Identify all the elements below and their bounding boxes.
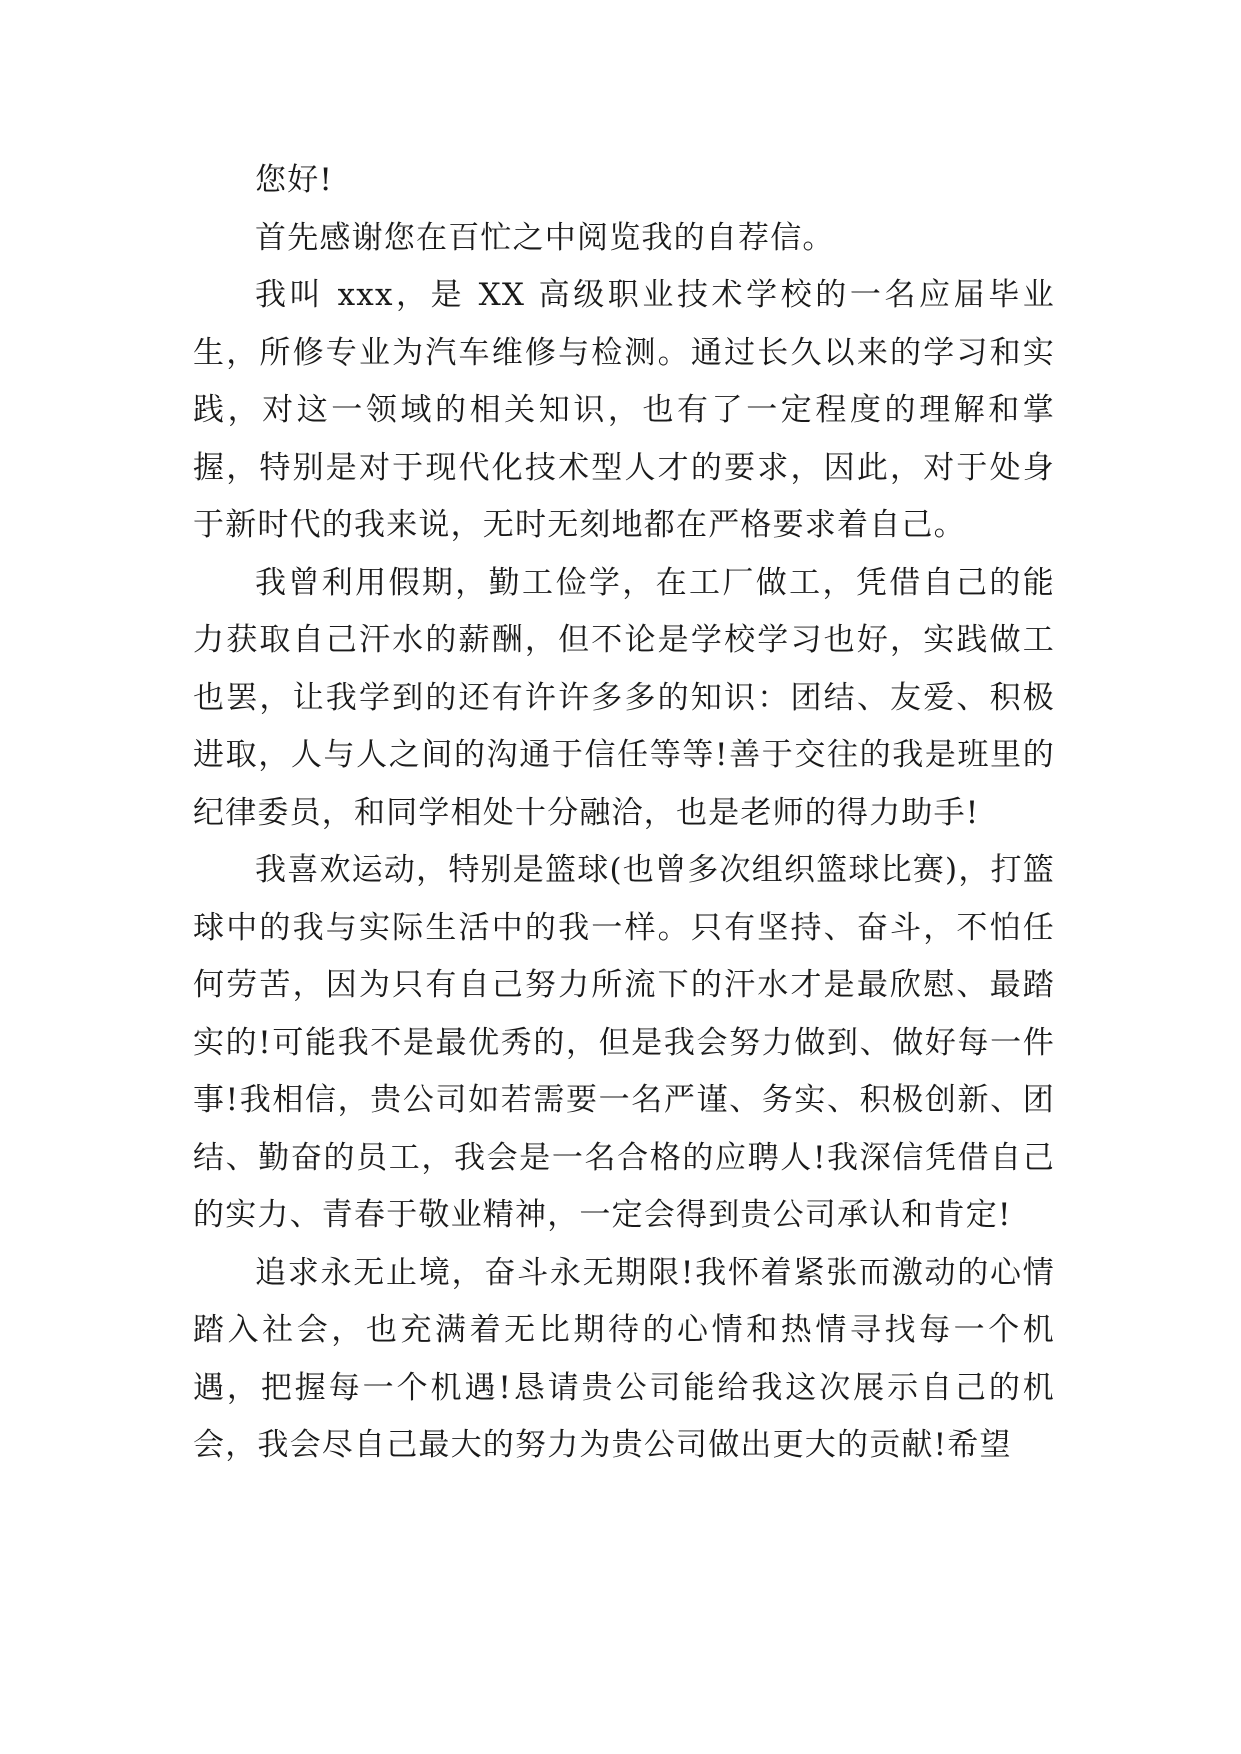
paragraph-introduction: 我叫 xxx，是 XX 高级职业技术学校的一名应届毕业生，所修专业为汽车维修与检测。通过长久以来的学习和实践，对这一领域的相关知识，也有了一定程度的理解和掌握，特别是对于现代化技术型人才的要求，因此，对于处身于新时代的我来说，无时无刻地都在严格要求着自己。 [193,277,1055,543]
paragraph-hobbies: 我喜欢运动，特别是篮球(也曾多次组织篮球比赛)，打篮球中的我与实际生活中的我一样。只有坚持、奋斗，不怕任何劳苦，因为只有自己努力所流下的汗水才是最欣慰、最踏实的!可能我不是最优秀的，但是我会努力做到、做好每一件事!我相信，贵公司如若需要一名严谨、务实、积极创新、团结、勤奋的员工，我会是一名合格的应聘人!我深信凭借自己的实力、青春于敬业精神，一定会得到贵公司承认和肯定! [193,852,1055,1233]
paragraph-work-experience: 我曾利用假期，勤工俭学，在工厂做工，凭借自己的能力获取自己汗水的薪酬，但不论是学校学习也好，实践做工也罢，让我学到的还有许许多多的知识：团结、友爱、积极进取，人与人之间的沟通于信任等等!善于交往的我是班里的纪律委员，和同学相处十分融洽，也是老师的得力助手! [193,564,1055,831]
letter-body [193,152,1055,1475]
paragraph-aspiration: 追求永无止境，奋斗永无期限!我怀着紧张而激动的心情踏入社会，也充满着无比期待的心情和热情寻找每一个机遇，把握每一个机遇!恳请贵公司能给我这次展示自己的机会，我会尽自己最大的努力为贵公司做出更大的贡献!希望 [193,1254,1055,1463]
greeting: 您好! [255,162,334,198]
paragraph-thanks: 首先感谢您在百忙之中阅览我的自荐信。 [255,219,835,256]
